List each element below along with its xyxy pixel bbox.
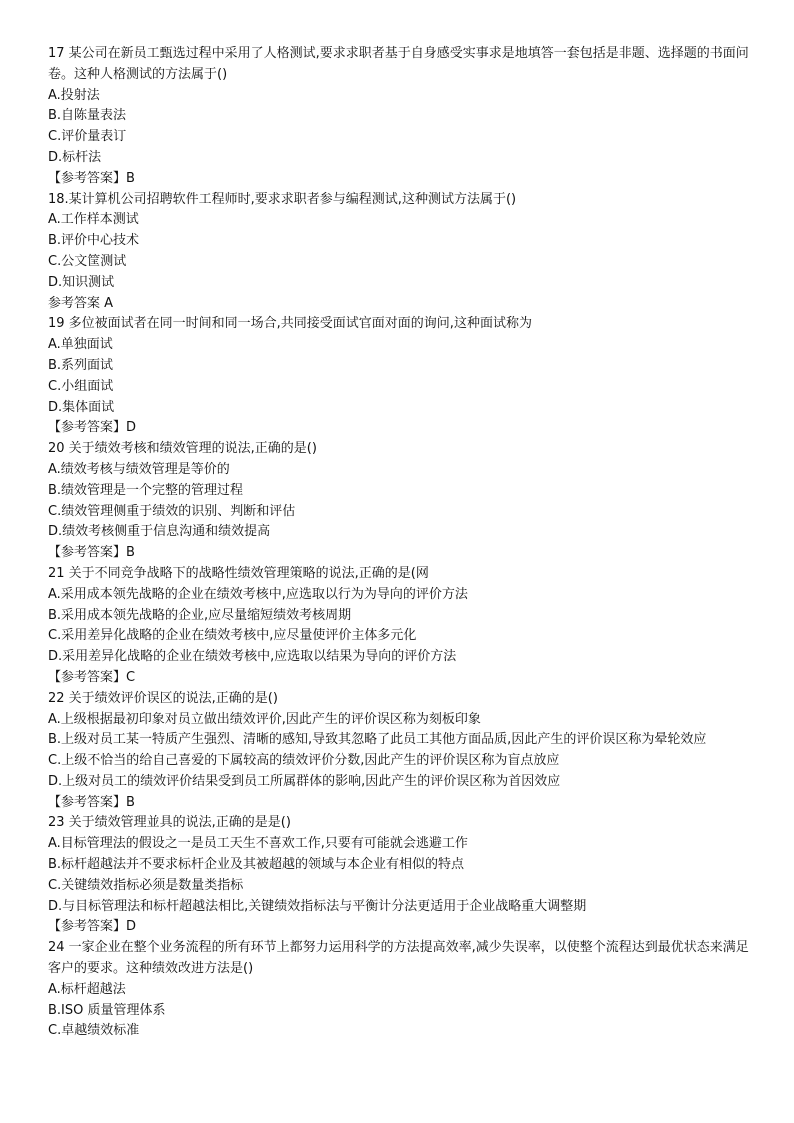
option-b: B.系列面试	[48, 357, 114, 373]
answer-line: 【参考答案】D	[48, 919, 137, 935]
option-d: D.集体面试	[48, 399, 115, 415]
option-c: C.卓越绩效标准	[48, 1023, 140, 1039]
answer-line: 【参考答案】D	[48, 420, 137, 436]
answer-line: 【参考答案】B	[48, 170, 135, 186]
answer-line: 【参考答案】B	[48, 794, 135, 810]
answer-line: 【参考答案】C	[48, 669, 136, 685]
option-c: C.上级不恰当的给自己喜爱的下属较高的绩效评价分数,因此产生的评价误区称为盲点放应	[48, 753, 560, 769]
option-b: B.标杆超越法并不要求标杆企业及其被超越的领域与本企业有相似的特点	[48, 857, 465, 873]
answer-line: 参考答案 A	[48, 295, 114, 311]
option-b: B.绩效管理是一个完整的管理过程	[48, 482, 244, 498]
question-stem: 17 某公司在新员工甄选过程中采用了人格测试,要求求职者基于自身感受实事求是地填答一套包括是非题、选择题的书面问卷。这种人格测试的方法属于()	[48, 46, 749, 82]
option-d: D.与目标管理法和标杆超越法相比,关键绩效指标法与平衡计分法更适用于企业战略重大调整期	[48, 898, 587, 914]
option-d: D.标杆法	[48, 149, 102, 165]
answer-line: 【参考答案】B	[48, 545, 135, 561]
option-c: C.采用差异化战略的企业在绩效考核中,应尽量使评价主体多元化	[48, 628, 417, 644]
option-a: A.标杆超越法	[48, 981, 126, 997]
question-24	[48, 938, 758, 1042]
option-b: B.ISO 质量管理体系	[48, 1002, 166, 1018]
question-stem: 18.某计算机公司招聘软件工程师时,要求求职者参与编程测试,这种测试方法属于()	[48, 191, 517, 207]
option-a: A.投射法	[48, 87, 100, 103]
question-stem: 20 关于绩效考核和绩效管理的说法,正确的是()	[48, 441, 317, 457]
option-b: B.评价中心技术	[48, 233, 140, 249]
question-17	[48, 44, 758, 190]
option-b: B.上级对员工某一特质产生强烈、清晰的感知,导致其忽略了此员工其他方面品质,因此产生的评价误区称为晕轮效应	[48, 732, 707, 748]
document-page	[48, 44, 758, 1042]
option-d: D.采用差异化战略的企业在绩效考核中,应选取以结果为导向的评价方法	[48, 649, 457, 665]
question-stem: 23 关于绩效管理並具的说法,正确的是是()	[48, 815, 291, 831]
option-a: A.工作样本测试	[48, 212, 139, 228]
option-d: D.绩效考核侧重于信息沟通和绩效提高	[48, 524, 271, 540]
option-c: C.评价量表订	[48, 129, 127, 145]
option-c: C.绩效管理侧重于绩效的识别、判断和评估	[48, 503, 296, 519]
question-21	[48, 564, 758, 689]
option-c: C.小组面试	[48, 378, 114, 394]
question-stem: 19 多位被面试者在同一时间和同一场合,共同接受面试官面对面的询问,这种面试称为	[48, 316, 532, 332]
option-d: D.知识测试	[48, 274, 115, 290]
option-a: A.上级根据最初印象对员立做出绩效评价,因此产生的评价误区称为刻板印象	[48, 711, 481, 727]
option-c: C.关键绩效指标必须是数量类指标	[48, 877, 244, 893]
question-18	[48, 190, 758, 315]
option-c: C.公文筐测试	[48, 253, 127, 269]
question-19	[48, 314, 758, 439]
question-23	[48, 813, 758, 938]
option-a: A.绩效考核与绩效管理是等价的	[48, 461, 230, 477]
question-stem: 24 一家企业在整个业务流程的所有环节上都努力运用科学的方法提高效率,减少失误率，以使整个流程达到最优状态来满足客户的要求。这种绩效改进方法是()	[48, 940, 749, 977]
option-d: D.上级对员工的绩效评价结果受到员工所属群体的影响,因此产生的评价误区称为首因效应	[48, 773, 561, 789]
question-20	[48, 439, 758, 564]
option-a: A.单独面试	[48, 337, 113, 353]
option-b: B.自陈量表法	[48, 108, 127, 124]
question-stem: 21 关于不同竞争战略下的战略性绩效管理策略的说法,正确的是(网	[48, 565, 429, 581]
question-22	[48, 689, 758, 814]
option-a: A.目标管理法的假设之一是员工天生不喜欢工作,只要有可能就会逃避工作	[48, 836, 468, 852]
question-stem: 22 关于绩效评价误区的说法,正确的是()	[48, 690, 278, 706]
option-b: B.采用成本领先战略的企业,应尽量缩短绩效考核周期	[48, 607, 352, 623]
option-a: A.采用成本领先战略的企业在绩效考核中,应选取以行为为导向的评价方法	[48, 586, 468, 602]
